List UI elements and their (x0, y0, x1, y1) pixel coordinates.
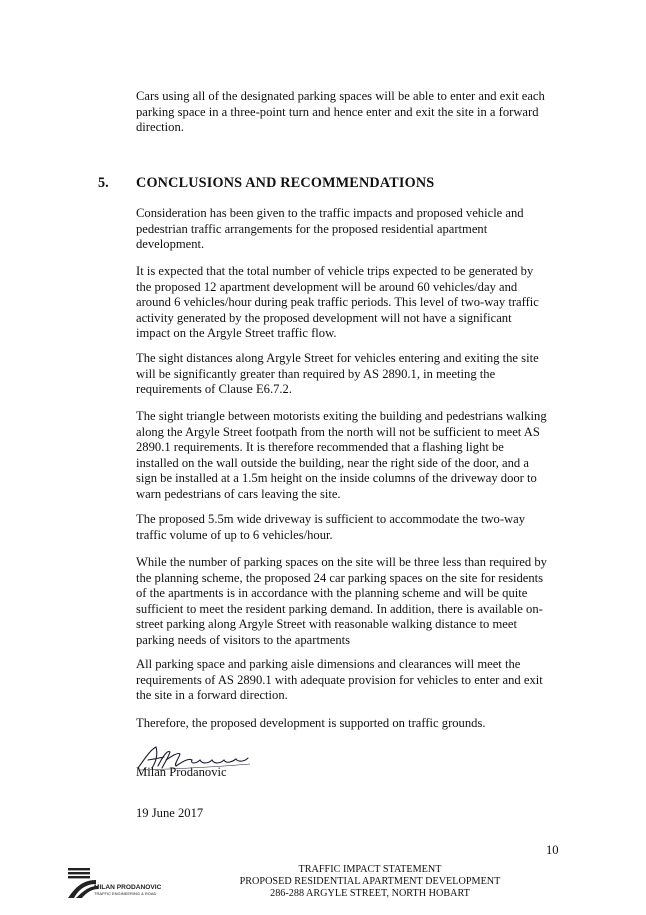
footer-line-2: PROPOSED RESIDENTIAL APARTMENT DEVELOPMENT (239, 876, 501, 888)
paragraph-1: Consideration has been given to the traffic impacts and proposed vehicle and pedestrian traffic arrangements for the proposed residential apartment development. (136, 206, 524, 252)
paragraph-4: The sight triangle between motorists exiting the building and pedestrians walking along the Argyle Street footpath from the north will not be sufficient to meet AS 2890.1 requirements. It is therefore recommended that a flashing light be installed on the wall outside the building, near the right side of the door, and a sign be installed at a 1.5m height on the inside columns of the driveway door to warn pedestrians of cars leaving the site. (136, 409, 547, 501)
page-number: 10 (546, 843, 559, 857)
section-title: CONCLUSIONS AND RECOMMENDATIONS (136, 175, 435, 191)
paragraph-6: While the number of parking spaces on the site will be three less than required by the planning scheme, the proposed 24 car parking spaces on the site for residents of the apartments is in accordance with the planning scheme and will be quite sufficient to meet the resident parking demand. In addition, there is available on-street parking along Argyle Street with reasonable walking distance to meet parking needs of visitors to the apartments (136, 555, 547, 647)
company-logo (66, 866, 176, 902)
paragraph-3: The sight distances along Argyle Street for vehicles entering and exiting the site will be significantly greater than required by AS 2890.1, in meeting the requirements of Clause E6.7.2. (136, 351, 539, 397)
signer-name: Milan Prodanovic (136, 765, 227, 779)
logo-tagline: TRAFFIC ENGINEERING & ROAD (94, 891, 157, 896)
logo-name: MILAN PRODANOVIC (94, 884, 162, 891)
paragraph-5: The proposed 5.5m wide driveway is sufficient to accommodate the two-way traffic volume of up to 6 vehicles/hour. (136, 512, 526, 542)
paragraph-7: All parking space and parking aisle dimensions and clearances will meet the requirements of AS 2890.1 with adequate provision for vehicles to enter and exit the site in a forward direction. (136, 657, 543, 703)
signature-date: 19 June 2017 (136, 806, 204, 820)
intro-paragraph: Cars using all of the designated parking spaces will be able to enter and exit each parking space in a three-point turn and hence enter and exit the site in a forward direction. (136, 89, 545, 135)
paragraph-2: It is expected that the total number of vehicle trips expected to be generated by the proposed 12 apartment development will be around 60 vehicles/day and around 6 vehicles/hour during peak traffic periods. This level of two-way traffic activity generated by the proposed development will not have a significant impact on the Argyle Street traffic flow. (136, 264, 539, 341)
section-number: 5. (98, 175, 109, 191)
footer-line-3: 286-288 ARGYLE STREET, NORTH HOBART (270, 888, 470, 900)
footer-line-1: TRAFFIC IMPACT STATEMENT (298, 864, 442, 875)
paragraph-8: Therefore, the proposed development is supported on traffic grounds. (136, 716, 486, 730)
document-footer (180, 864, 560, 901)
